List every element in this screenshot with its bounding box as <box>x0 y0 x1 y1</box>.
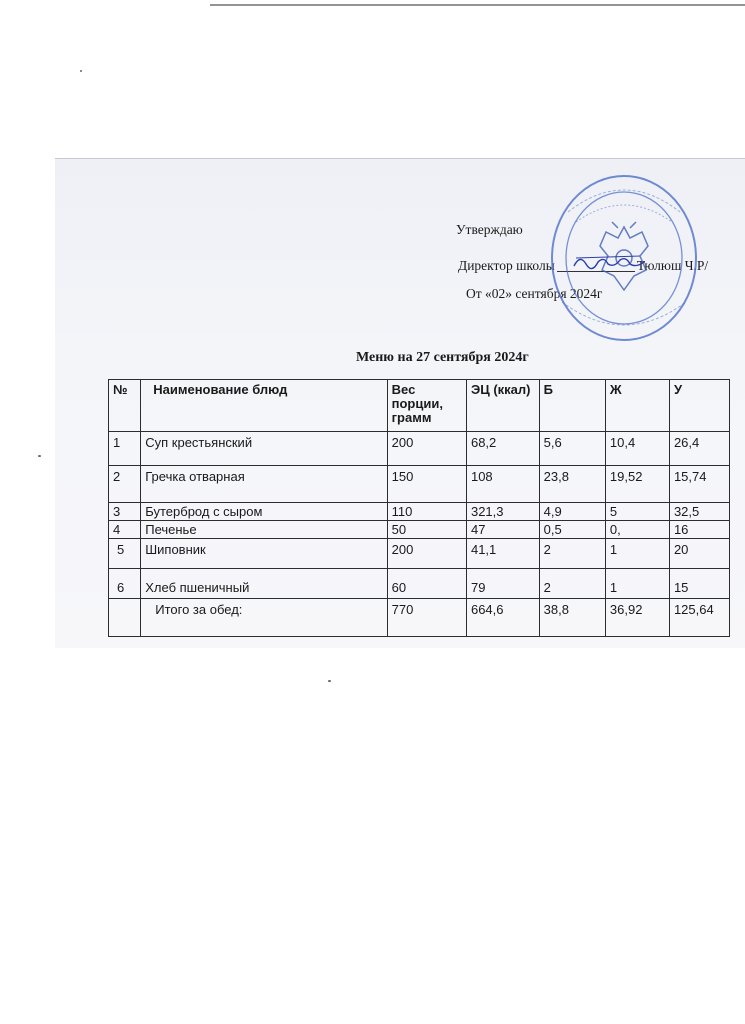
row-carbs: 15 <box>669 569 729 599</box>
row-fat: 1 <box>605 569 669 599</box>
total-carbs: 125,64 <box>669 599 729 637</box>
row-carbs: 15,74 <box>669 466 729 503</box>
total-fat: 36,92 <box>605 599 669 637</box>
row-protein: 2 <box>539 569 605 599</box>
row-carbs: 26,4 <box>669 432 729 466</box>
row-kcal: 108 <box>466 466 539 503</box>
row-weight: 200 <box>387 432 466 466</box>
row-fat: 5 <box>605 503 669 521</box>
row-weight: 150 <box>387 466 466 503</box>
row-num: 4 <box>109 521 141 539</box>
row-dish: Бутерброд с сыром <box>141 503 387 521</box>
total-protein: 38,8 <box>539 599 605 637</box>
header-weight: Вес порции, грамм <box>387 380 466 432</box>
row-protein: 5,6 <box>539 432 605 466</box>
row-dish: Суп крестьянский <box>141 432 387 466</box>
approve-label: Утверждаю <box>456 222 523 237</box>
row-fat: 1 <box>605 539 669 569</box>
row-protein: 4,9 <box>539 503 605 521</box>
row-num: 1 <box>109 432 141 466</box>
row-fat: 0, <box>605 521 669 539</box>
total-kcal: 664,6 <box>466 599 539 637</box>
row-protein: 0,5 <box>539 521 605 539</box>
table-row <box>109 503 730 521</box>
table-row <box>109 569 730 599</box>
menu-table <box>108 379 730 637</box>
table-row <box>109 521 730 539</box>
menu-title <box>0 350 745 366</box>
row-weight: 60 <box>387 569 466 599</box>
row-kcal: 47 <box>466 521 539 539</box>
row-dish: Гречка отварная <box>141 466 387 503</box>
row-fat: 19,52 <box>605 466 669 503</box>
header-carbs: У <box>669 380 729 432</box>
total-num-empty <box>109 599 141 637</box>
row-carbs: 16 <box>669 521 729 539</box>
row-protein: 2 <box>539 539 605 569</box>
scan-top-edge-line <box>210 4 745 6</box>
row-carbs: 32,5 <box>669 503 729 521</box>
table-row <box>109 432 730 466</box>
table-row <box>109 539 730 569</box>
row-carbs: 20 <box>669 539 729 569</box>
row-kcal: 68,2 <box>466 432 539 466</box>
row-num: 2 <box>109 466 141 503</box>
director-name: Тюлюш Ч.Р/ <box>636 258 709 273</box>
header-dish: Наименование блюд <box>141 380 387 432</box>
total-label: Итого за обед: <box>141 599 387 637</box>
row-kcal: 321,3 <box>466 503 539 521</box>
table-row <box>109 466 730 503</box>
approval-date: От «02» сентября 2024г <box>466 286 603 301</box>
header-protein: Б <box>539 380 605 432</box>
table-header-row <box>109 380 730 432</box>
header-num: № <box>109 380 141 432</box>
row-kcal: 79 <box>466 569 539 599</box>
row-weight: 50 <box>387 521 466 539</box>
row-protein: 23,8 <box>539 466 605 503</box>
scan-speck <box>80 70 82 72</box>
row-kcal: 41,1 <box>466 539 539 569</box>
row-num: 5 <box>109 539 141 569</box>
row-weight: 200 <box>387 539 466 569</box>
row-dish: Шиповник <box>141 539 387 569</box>
total-weight: 770 <box>387 599 466 637</box>
table-total-row <box>109 599 730 637</box>
scan-speck <box>38 455 41 457</box>
director-signature <box>570 250 648 274</box>
row-weight: 110 <box>387 503 466 521</box>
row-num: 6 <box>109 569 141 599</box>
row-num: 3 <box>109 503 141 521</box>
director-prefix: Директор школы <box>458 258 555 273</box>
header-kcal: ЭЦ (ккал) <box>466 380 539 432</box>
row-fat: 10,4 <box>605 432 669 466</box>
menu-title-text: Меню на 27 сентября 2024г <box>356 350 529 365</box>
row-dish: Печенье <box>141 521 387 539</box>
header-fat: Ж <box>605 380 669 432</box>
scan-speck <box>328 680 331 682</box>
row-dish: Хлеб пшеничный <box>141 569 387 599</box>
